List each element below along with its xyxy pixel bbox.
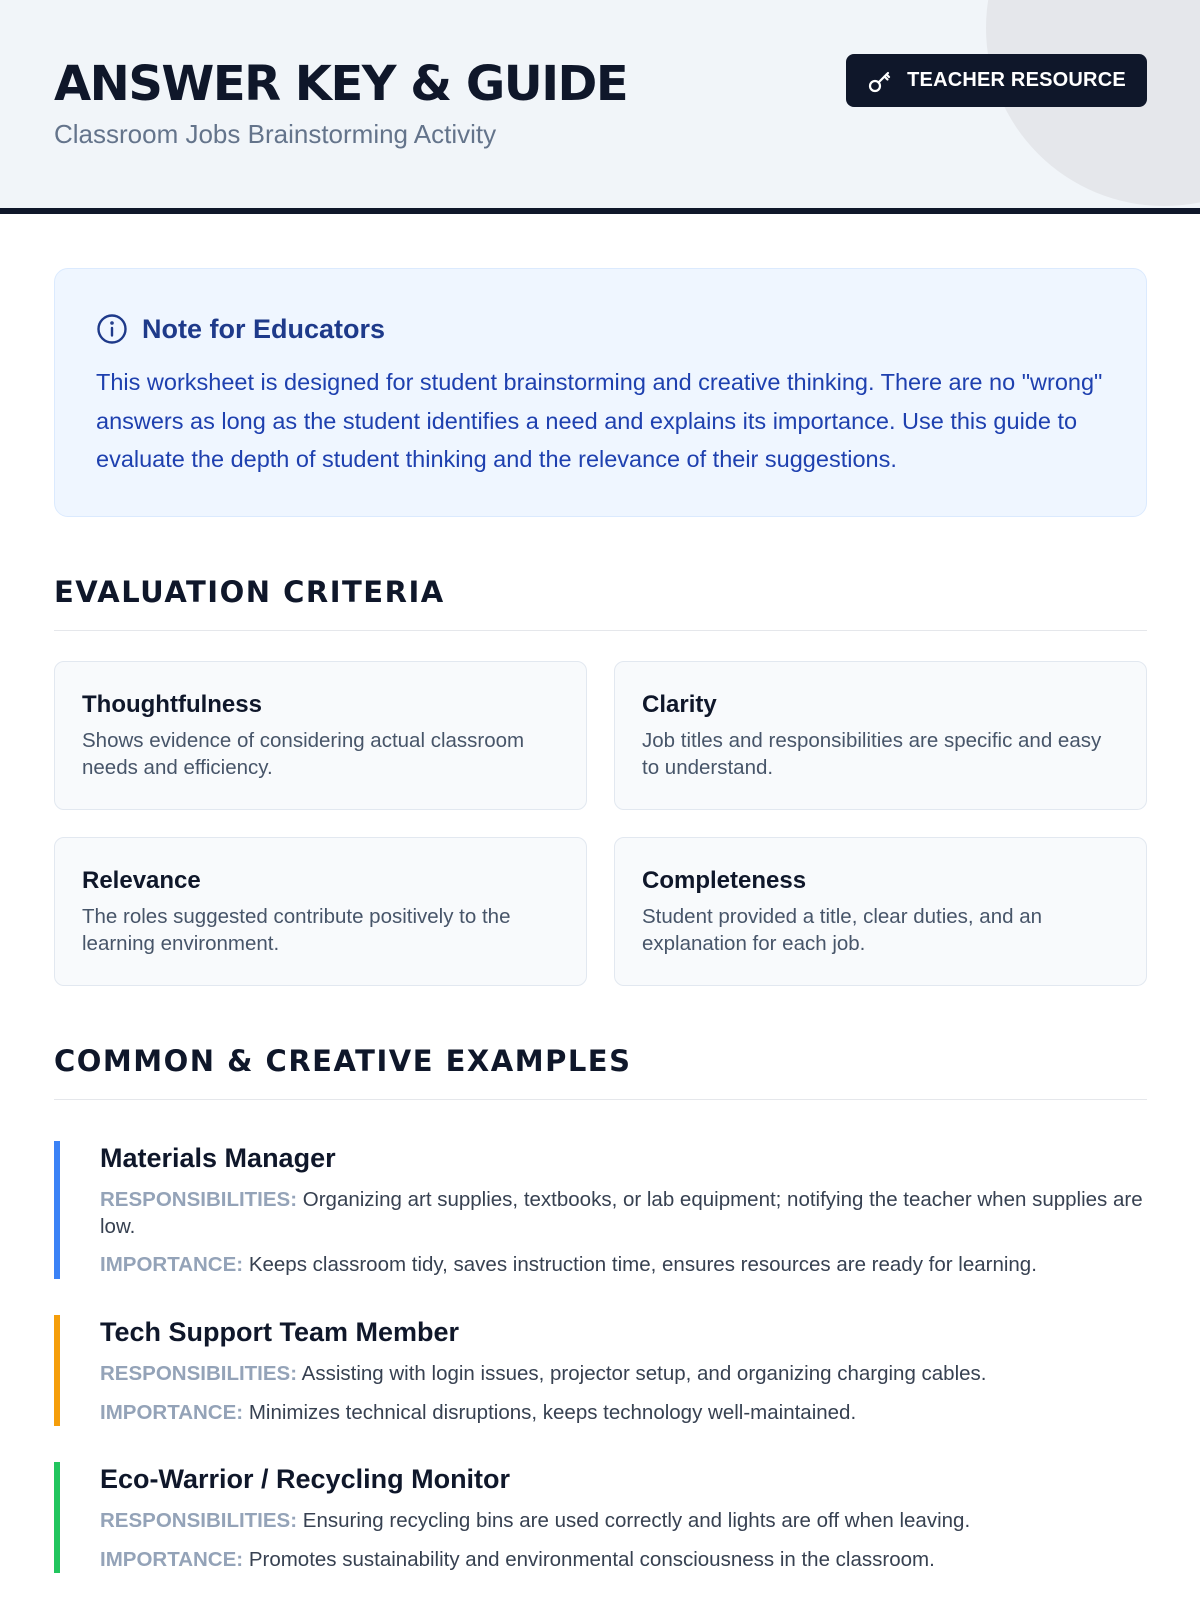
criteria-card-title: Thoughtfulness [82, 691, 262, 718]
badge-label: TEACHER RESOURCE [907, 69, 1126, 91]
importance-label: IMPORTANCE: [100, 1547, 244, 1571]
criteria-card-thoughtfulness [54, 661, 587, 810]
criteria-card-relevance [54, 837, 587, 986]
example-item-tech-support [54, 1315, 1147, 1426]
info-icon [96, 313, 128, 345]
example-title: Materials Manager [100, 1143, 336, 1173]
criteria-card-clarity [614, 661, 1147, 810]
example-title: Eco-Warrior / Recycling Monitor [100, 1464, 511, 1494]
educator-note [54, 268, 1147, 517]
example-responsibilities [100, 1187, 1147, 1240]
criteria-card-title: Completeness [642, 867, 807, 894]
note-title: Note for Educators [142, 313, 386, 344]
criteria-card-completeness [614, 837, 1147, 986]
examples-heading: COMMON & CREATIVE EXAMPLES [54, 1043, 1147, 1100]
page-subtitle: Classroom Jobs Brainstorming Activity [54, 119, 497, 149]
example-responsibilities [100, 1361, 1147, 1388]
teacher-resource-badge [846, 54, 1147, 107]
responsibilities-label: RESPONSIBILITIES: [100, 1509, 298, 1532]
criteria-card-title: Clarity [642, 691, 717, 718]
criteria-card-title: Relevance [82, 867, 201, 894]
key-icon [867, 68, 893, 94]
importance-text: Keeps classroom tidy, saves instruction time, ensures resources are ready for learning. [248, 1253, 1037, 1276]
criteria-card-description: Student provided a title, clear duties, and an explanation for each job. [642, 905, 1043, 955]
importance-label: IMPORTANCE: [100, 1400, 244, 1424]
example-importance [100, 1547, 1147, 1574]
page-title: ANSWER KEY & GUIDE [54, 56, 628, 112]
criteria-heading: EVALUATION CRITERIA [54, 574, 1147, 631]
example-item-eco-warrior [54, 1462, 1147, 1573]
responsibilities-text: Organizing art supplies, textbooks, or lab equipment; notifying the teacher when supplies are low. [100, 1188, 1143, 1238]
responsibilities-text: Ensuring recycling bins are used correctly and lights are off when leaving. [302, 1509, 971, 1532]
example-importance [100, 1400, 1147, 1427]
importance-text: Minimizes technical disruptions, keeps technology well-maintained. [248, 1400, 857, 1424]
importance-text: Promotes sustainability and environmental consciousness in the classroom. [248, 1547, 935, 1571]
responsibilities-label: RESPONSIBILITIES: [100, 1188, 298, 1211]
page-header [0, 0, 1200, 214]
example-title: Tech Support Team Member [100, 1317, 460, 1347]
responsibilities-label: RESPONSIBILITIES: [100, 1362, 298, 1385]
criteria-card-description: The roles suggested contribute positively to the learning environment. [82, 905, 511, 955]
importance-label: IMPORTANCE: [100, 1253, 244, 1276]
note-text: This worksheet is designed for student brainstorming and creative thinking. There are no "wrong" answers as long as the student identifies a need and explains its importance. Use this guide to evaluate the depth of student thinking and the relevance of their suggestions. [96, 369, 1103, 472]
criteria-card-description: Job titles and responsibilities are specific and easy to understand. [642, 729, 1102, 779]
criteria-card-description: Shows evidence of considering actual classroom needs and efficiency. [82, 729, 525, 779]
responsibilities-text: Assisting with login issues, projector setup, and organizing charging cables. [301, 1362, 987, 1385]
example-item-materials-manager [54, 1141, 1147, 1279]
example-responsibilities [100, 1508, 1147, 1535]
example-importance [100, 1252, 1147, 1279]
